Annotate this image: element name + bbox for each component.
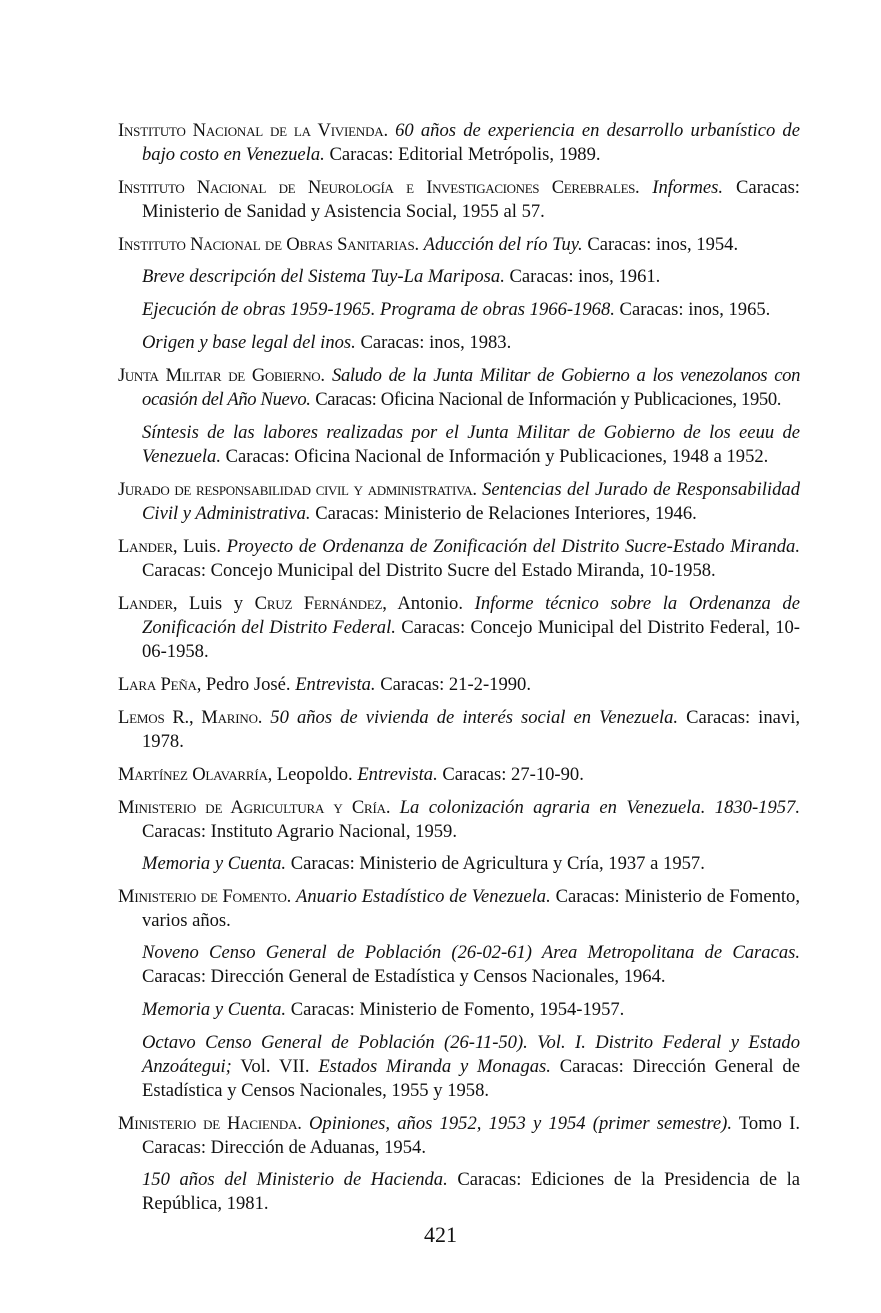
bibliography-sub-entry xyxy=(118,421,800,469)
entry-author: Lander, xyxy=(118,536,178,557)
bibliography-entry xyxy=(118,706,800,754)
entry-author: Ministerio de Fomento. xyxy=(118,886,292,907)
entry-volume-label: Vol. VII. xyxy=(240,1056,310,1077)
bibliography-entry xyxy=(118,673,800,697)
bibliography-entry xyxy=(118,478,800,526)
bibliography-entry xyxy=(118,535,800,583)
entry-work-title: Anuario Estadístico de Venezuela. xyxy=(295,886,551,907)
entry-details: Caracas: inos, 1954. xyxy=(587,234,739,255)
entry-author: Ministerio de Agricultura y Cría. xyxy=(118,797,391,818)
entry-work-title: Origen y base legal del inos. xyxy=(142,332,356,353)
entry-details: Caracas: inos, 1983. xyxy=(360,332,512,353)
entry-details: Caracas: Instituto Agrario Nacional, 1959. xyxy=(142,821,457,842)
entry-author: Lemos R., Marino. xyxy=(118,707,263,728)
entry-details: Caracas: Oficina Nacional de Información y Publicaciones, 1950. xyxy=(315,389,782,410)
entry-work-title: Entrevista. xyxy=(357,764,438,785)
bibliography-sub-entry xyxy=(118,1031,800,1103)
entry-work-title: Síntesis de las labores realizadas por el Junta Militar de Gobierno de los eeuu de Venezuela. xyxy=(142,422,800,467)
entry-work-title: La colonización agraria en Venezuela. 1830-1957. xyxy=(399,797,800,818)
entry-details: Caracas: inavi, 1978. xyxy=(142,707,801,752)
entry-work-title: Memoria y Cuenta. xyxy=(142,853,287,874)
entry-work-title: Octavo Censo General de Población (26-11-50). Vol. I. Distrito Federal y Estado Anzoátegui; xyxy=(142,1032,800,1077)
bibliography-sub-entry xyxy=(118,1168,800,1216)
bibliography-sub-entry xyxy=(118,998,800,1022)
bibliography-entry xyxy=(118,763,800,787)
entry-details: Caracas: Ministerio de Fomento, varios años. xyxy=(142,886,801,931)
entry-details: Caracas: Editorial Metrópolis, 1989. xyxy=(329,144,601,165)
bibliography-entry xyxy=(118,119,800,167)
entry-work-title: 150 años del Ministerio de Hacienda. xyxy=(142,1169,448,1190)
entry-work-title: Saludo de la Junta Militar de Gobierno a los venezolanos con ocasión del Año Nuevo. xyxy=(142,365,801,410)
bibliography-entry xyxy=(118,364,800,412)
bibliography-entry xyxy=(118,592,800,664)
entry-author: Lara Peña, xyxy=(118,674,202,695)
entry-details: Caracas: Ministerio de Relaciones Interiores, 1946. xyxy=(315,503,697,524)
entry-work-title: 60 años de experiencia en desarrollo urbanístico de bajo costo en Venezuela. xyxy=(142,120,800,165)
entry-details: Caracas: inos, 1961. xyxy=(509,266,661,287)
bibliography-sub-entry xyxy=(118,298,800,322)
page-number: 421 xyxy=(424,1222,457,1247)
entry-details: Caracas: inos, 1965. xyxy=(619,299,771,320)
entry-author: Jurado de responsabilidad civil y administrativa. xyxy=(118,479,477,500)
entry-details: Caracas: 21-2-1990. xyxy=(380,674,531,695)
bibliography-page xyxy=(118,119,800,1225)
entry-work-title: Memoria y Cuenta. xyxy=(142,999,287,1020)
entry-work-title: Ejecución de obras 1959-1965. Programa de obras 1966-1968. xyxy=(142,299,615,320)
entry-author: Instituto Nacional de Obras Sanitarias. xyxy=(118,234,419,255)
entry-details: Caracas: Ediciones de la Presidencia de la República, 1981. xyxy=(142,1169,800,1214)
entry-author-first-name: Leopoldo. xyxy=(276,764,353,785)
bibliography-sub-entry xyxy=(118,941,800,989)
entry-work-title: Informes. xyxy=(652,177,724,198)
entry-details: Caracas: Dirección General de Estadística y Censos Nacionales, 1964. xyxy=(142,966,666,987)
entry-details: Tomo I. Caracas: Dirección de Aduanas, 1954. xyxy=(142,1113,801,1158)
entry-work-title: Informe técnico sobre la Ordenanza de Zonificación del Distrito Federal. xyxy=(142,593,800,638)
entry-second-work-title: Estados Miranda y Monagas. xyxy=(318,1056,551,1077)
bibliography-sub-entry xyxy=(118,852,800,876)
entry-second-author: Cruz Fernández, xyxy=(254,593,387,614)
bibliography-entry xyxy=(118,885,800,933)
entry-author: Ministerio de Hacienda. xyxy=(118,1113,302,1134)
entry-author: Martínez Olavarría, xyxy=(118,764,273,785)
entry-work-title: Sentencias del Jurado de Responsabilidad Civil y Administrativa. xyxy=(142,479,800,524)
bibliography-entry xyxy=(118,233,800,257)
entry-author: Instituto Nacional de la Vivienda. xyxy=(118,120,388,141)
entry-author-first-name: Luis. xyxy=(183,536,221,557)
entry-work-title: Opiniones, años 1952, 1953 y 1954 (primer semestre). xyxy=(308,1113,732,1134)
entry-details: Caracas: 27-10-90. xyxy=(442,764,584,785)
bibliography-entry xyxy=(118,1112,800,1160)
entry-details: Caracas: Ministerio de Agricultura y Cría, 1937 a 1957. xyxy=(290,853,705,874)
entry-author-first-name: Pedro José. xyxy=(205,674,291,695)
entry-work-title: Noveno Censo General de Población (26-02-61) Area Metropolitana de Caracas. xyxy=(142,942,800,963)
entry-details: Caracas: Dirección General de Estadística y Censos Nacionales, 1955 y 1958. xyxy=(142,1056,800,1101)
entry-author-first-name: Luis y xyxy=(189,593,244,614)
bibliography-sub-entry xyxy=(118,265,800,289)
entry-details: Caracas: Oficina Nacional de Información y Publicaciones, 1948 a 1952. xyxy=(225,446,769,467)
entry-author: Instituto Nacional de Neurología e Investigaciones Cerebrales. xyxy=(118,177,640,198)
entry-work-title: Proyecto de Ordenanza de Zonificación del Distrito Sucre-Estado Miranda. xyxy=(226,536,800,557)
bibliography-entry xyxy=(118,176,800,224)
entry-work-title: Aducción del río Tuy. xyxy=(423,234,583,255)
entry-work-title: Entrevista. xyxy=(295,674,376,695)
entry-author: Junta Militar de Gobierno. xyxy=(118,365,325,386)
entry-second-author-first-name: Antonio. xyxy=(397,593,463,614)
bibliography-entry xyxy=(118,796,800,844)
entry-author: Lander, xyxy=(118,593,178,614)
entry-details: Caracas: Ministerio de Sanidad y Asistencia Social, 1955 al 57. xyxy=(142,177,800,222)
entry-work-title: Breve descripción del Sistema Tuy-La Mariposa. xyxy=(142,266,505,287)
entry-details: Caracas: Concejo Municipal del Distrito Sucre del Estado Miranda, 10-1958. xyxy=(142,560,716,581)
entry-details: Caracas: Ministerio de Fomento, 1954-1957. xyxy=(290,999,625,1020)
entry-details: Caracas: Concejo Municipal del Distrito Federal, 10-06-1958. xyxy=(142,617,800,662)
bibliography-sub-entry xyxy=(118,331,800,355)
entry-work-title: 50 años de vivienda de interés social en Venezuela. xyxy=(270,707,679,728)
